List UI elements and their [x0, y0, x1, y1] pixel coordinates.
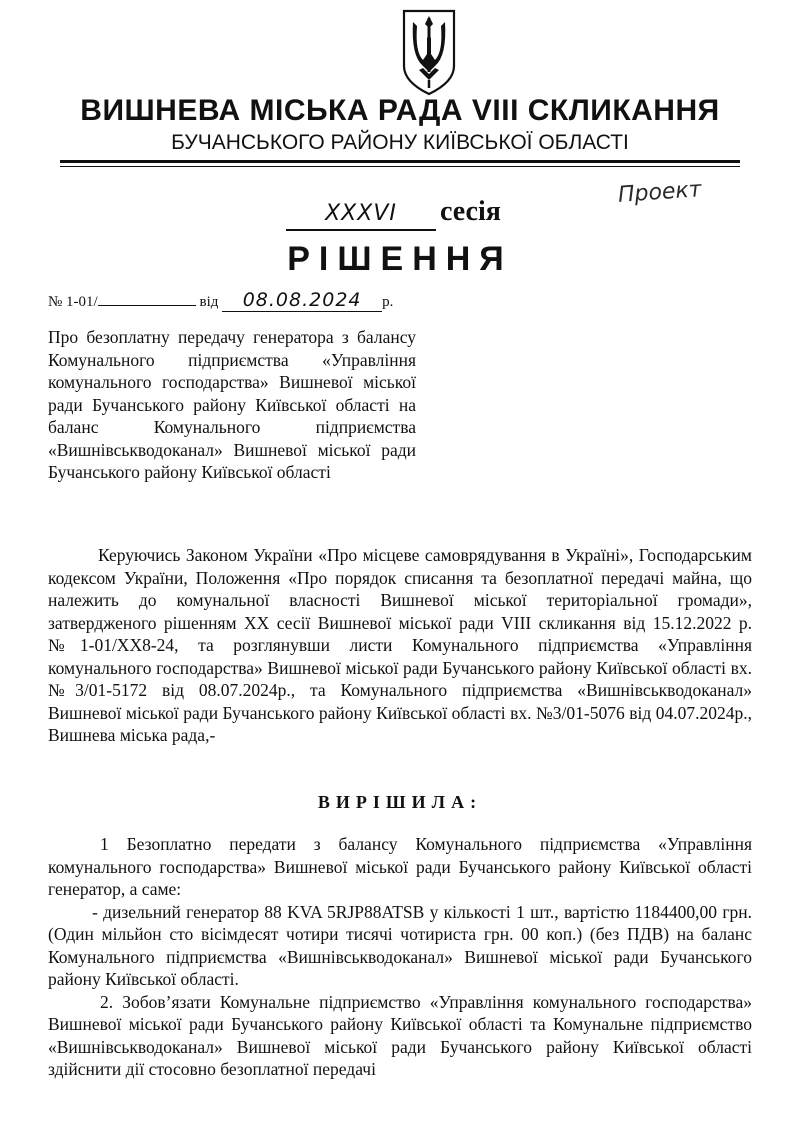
header-divider-thick	[60, 160, 740, 163]
trident-coat-of-arms-icon	[401, 8, 457, 96]
preamble-paragraph: Керуючись Законом України «Про місцеве самоврядування в Україні», Господарським кодексом України, Положення «Про порядок списання та безоплатної передачі майна, що належить до комунальної власності Вишневої міської територіальної громади», затвердженого рішенням XX сесії Вишневої міської ради VIII скликання від 15.12.2022 р. №1-01/XX8-24, та розглянувши листи Комунального підприємства «Управління комунального господарства» Вишневої міської ради Бучанського району Київської області вх. №3/01-5172 від 08.07.2024р., та Комунального підприємства «Вишнівськводоканал» Вишневої міської ради Бучанського району Київської області вх. №3/01-5076 від 04.07.2024р., Вишнева міська рада,-	[48, 545, 752, 745]
decision-title: РІШЕННЯ	[287, 240, 513, 278]
resolved-heading: ВИРІШИЛА:	[317, 792, 483, 812]
decision-item-2: 2. Зобов’язати Комунальне підприємство «Управління комунального господарства» Вишневої міської ради Бучанського району Київської області та Комунальне підприємство «Вишнівськводоканал» Вишневої міської ради Бучанського району Київської області здійснити дії стосовно безоплатної передачі	[48, 991, 752, 1079]
decision-item-1-detail: - дизельний генератор 88 KVA 5RJP88ATSB у кількості 1 шт., вартістю 1184400,00 грн. (Один мільйон сто вісімдесят чотири тисячі чотириста грн. 00 коп.) (без ПДВ) на баланс Комунального підприємства «Вишнівськводоканал» Вишневої міської ради Бучанського району Київської області.	[48, 901, 752, 989]
council-title: ВИШНЕВА МІСЬКА РАДА VIII СКЛИКАННЯ	[80, 94, 720, 127]
decision-date-label: від	[199, 294, 219, 310]
council-subtitle: БУЧАНСЬКОГО РАЙОНУ КИЇВСЬКОЇ ОБЛАСТІ	[171, 131, 629, 154]
decision-number-prefix: № 1-01/	[48, 294, 98, 310]
decision-number-blank	[98, 293, 196, 306]
session-line	[286, 196, 501, 231]
draft-handwritten-mark: Проект	[617, 177, 703, 208]
header-divider-thin	[60, 166, 740, 167]
decision-item-1: 1 Безоплатно передати з балансу Комунального підприємства «Управління комунального господарства» Вишневої міської ради Бучанського району Київської області генератор, а саме:	[48, 834, 752, 899]
decision-number-line	[48, 289, 393, 312]
decision-date: 08.08.2024	[222, 289, 382, 312]
decision-year-suffix: р.	[382, 294, 394, 310]
session-label: сесія	[440, 196, 501, 227]
session-number: XXXVI	[286, 199, 436, 231]
decision-subject: Про безоплатну передачу генератора з балансу Комунального підприємства «Управління комунального господарства» Вишневої міської ради Бучанського району Київської області на баланс Комунального підприємства «Вишнівськводоканал» Вишневої міської ради Бучанського району Київської області	[48, 327, 416, 482]
decision-items	[48, 833, 752, 1081]
